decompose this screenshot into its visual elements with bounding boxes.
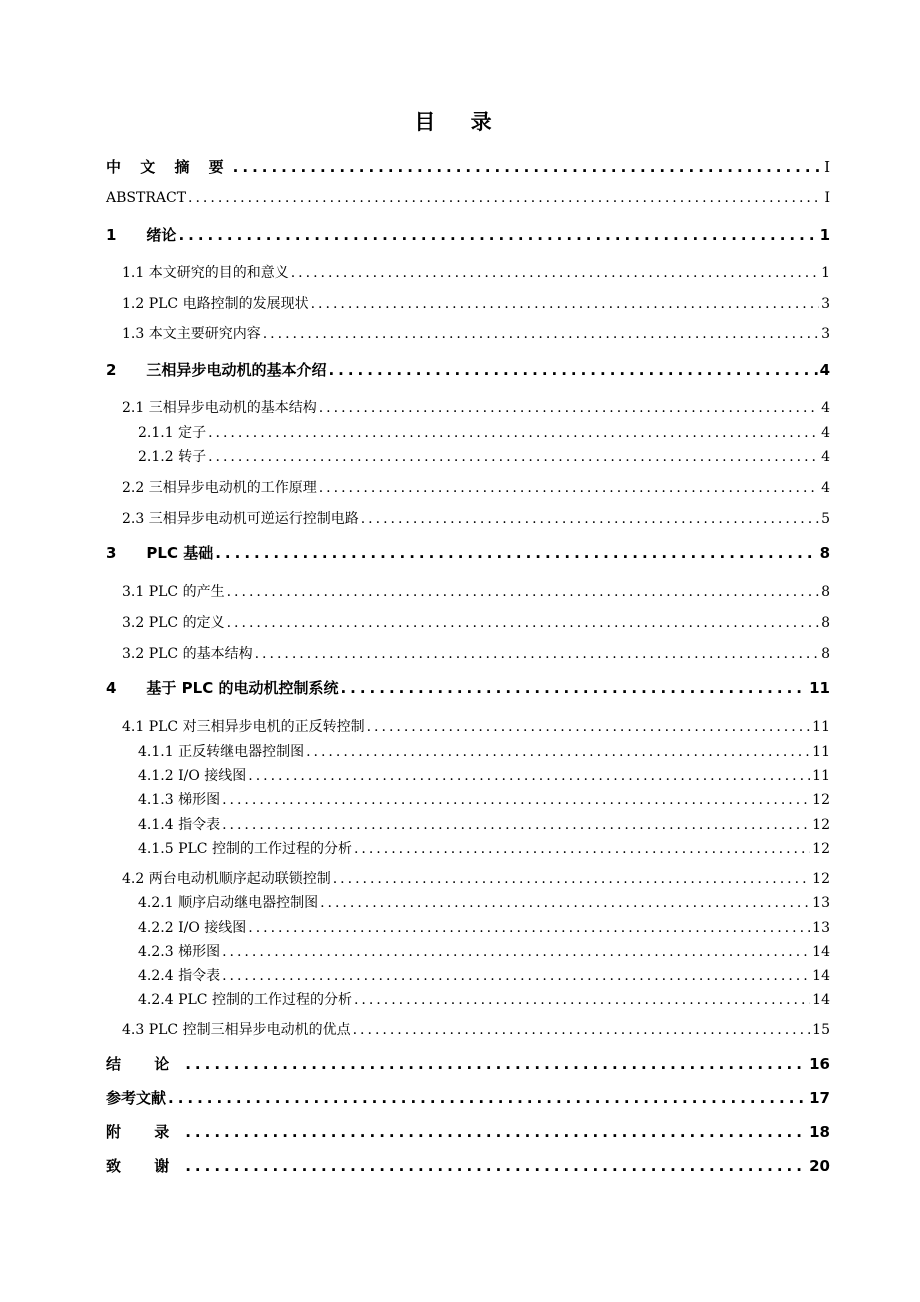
dot-leader	[185, 1157, 807, 1175]
toc-entry-label: 4.2.4 PLC 控制的工作过程的分析	[138, 992, 352, 1008]
toc-entry[interactable]	[138, 838, 830, 858]
toc-entry[interactable]	[122, 397, 830, 417]
dot-leader	[311, 296, 819, 312]
toc-entry[interactable]	[106, 359, 830, 380]
toc-entry-page: 13	[812, 920, 830, 936]
toc-entry-label: 1 绪论	[106, 226, 177, 244]
toc-entry[interactable]	[122, 716, 830, 736]
toc-entry-label: 3.2 PLC 的定义	[122, 615, 225, 631]
dot-leader	[222, 817, 810, 833]
dot-leader	[227, 615, 819, 631]
toc-entry[interactable]	[106, 1053, 830, 1074]
toc-entry[interactable]	[122, 1019, 830, 1039]
toc-entry-label: 4.1.3 梯形图	[138, 792, 221, 808]
dot-leader	[188, 190, 822, 206]
toc-entry[interactable]	[138, 892, 830, 912]
toc-entry-page: 20	[809, 1157, 830, 1175]
toc-entry-page: 13	[812, 895, 830, 911]
toc-entry-label: 4.2.1 顺序启动继电器控制图	[138, 895, 319, 911]
toc-entry[interactable]	[122, 612, 830, 632]
dot-leader	[263, 326, 819, 342]
toc-entry-label: 参考文献	[106, 1089, 167, 1107]
dot-leader	[215, 544, 817, 562]
toc-entry-page: I	[824, 158, 830, 176]
toc-entry-page: 12	[812, 871, 830, 887]
dot-leader	[319, 480, 819, 496]
toc-entry[interactable]	[106, 224, 830, 245]
toc-entry-label: 3.2 PLC 的基本结构	[122, 646, 253, 662]
toc-entry-label: 4.2.2 I/O 接线图	[138, 920, 247, 936]
dot-leader	[222, 968, 810, 984]
toc-entry[interactable]	[122, 293, 830, 313]
toc-entry-page: 14	[812, 944, 830, 960]
dot-leader	[319, 400, 819, 416]
toc-entry-page: 15	[812, 1022, 830, 1038]
toc-entry-page: 1	[821, 265, 830, 281]
dot-leader	[320, 895, 810, 911]
dot-leader	[367, 719, 811, 735]
dot-leader	[354, 841, 810, 857]
toc-entry[interactable]	[138, 422, 830, 442]
toc-entry-page: 8	[821, 646, 830, 662]
toc-entry[interactable]	[138, 789, 830, 809]
toc-entry-page: 3	[821, 296, 830, 312]
toc-entry-label: 4.2.4 指令表	[138, 968, 221, 984]
toc-entry[interactable]	[106, 1087, 830, 1108]
toc-title: 目 录	[414, 110, 506, 134]
toc-entry[interactable]	[122, 262, 830, 282]
dot-leader	[208, 449, 819, 465]
dot-leader	[208, 425, 819, 441]
dot-leader	[222, 792, 810, 808]
toc-entry-label: 结 论	[106, 1055, 184, 1073]
toc-entry-label: 2.1.2 转子	[138, 449, 207, 465]
toc-entry[interactable]	[106, 1121, 830, 1142]
toc-entry[interactable]	[138, 814, 830, 834]
toc-entry-page: 14	[812, 992, 830, 1008]
toc-entry-label: 1.2 PLC 电路控制的发展现状	[122, 296, 309, 312]
toc-entry-page: I	[824, 190, 830, 206]
toc-entry-page: 4	[821, 400, 830, 416]
toc-entry-label: 2.3 三相异步电动机可逆运行控制电路	[122, 511, 359, 527]
toc-entry-page: 3	[821, 326, 830, 342]
toc-entry-label: 2.1.1 定子	[138, 425, 207, 441]
toc-entry-label: 4.2 两台电动机顺序起动联锁控制	[122, 871, 331, 887]
toc-entry[interactable]	[106, 190, 830, 206]
toc-entry-page: 1	[819, 226, 830, 244]
toc-entry-page: 8	[821, 615, 830, 631]
toc-entry[interactable]	[138, 446, 830, 466]
toc-entry[interactable]	[138, 989, 830, 1009]
dot-leader	[227, 584, 819, 600]
dot-leader	[255, 646, 819, 662]
toc-entry-page: 12	[812, 792, 830, 808]
toc-entry-page: 5	[821, 511, 830, 527]
toc-entry-page: 12	[812, 841, 830, 857]
toc-entry[interactable]	[122, 868, 830, 888]
toc-entry-page: 11	[812, 768, 830, 784]
toc-entry-label: 1.3 本文主要研究内容	[122, 326, 261, 342]
toc-entry[interactable]	[122, 643, 830, 663]
toc-entry-page: 4	[819, 361, 830, 379]
dot-leader	[233, 158, 822, 176]
toc-entry-label: 3.1 PLC 的产生	[122, 584, 225, 600]
toc-entry-label: 4.3 PLC 控制三相异步电动机的优点	[122, 1022, 351, 1038]
toc-entry[interactable]	[106, 542, 830, 563]
toc-entry-label: 1.1 本文研究的目的和意义	[122, 265, 289, 281]
toc-entry-page: 8	[821, 584, 830, 600]
toc-entry-page: 4	[821, 425, 830, 441]
toc-entry[interactable]	[138, 965, 830, 985]
toc-entry-label: 附 录	[106, 1123, 184, 1141]
dot-leader	[222, 944, 810, 960]
dot-leader	[340, 679, 807, 697]
toc-entry-page: 8	[819, 544, 830, 562]
toc-entry-page: 4	[821, 480, 830, 496]
dot-leader	[185, 1055, 807, 1073]
toc-entry-page: 11	[812, 719, 830, 735]
toc-entry-label: 致 谢	[106, 1157, 184, 1175]
dot-leader	[178, 226, 817, 244]
toc-entry[interactable]	[106, 677, 830, 698]
toc-entry-label: ABSTRACT	[106, 190, 187, 206]
dot-leader	[168, 1089, 807, 1107]
toc-entry-label: 4.2.3 梯形图	[138, 944, 221, 960]
toc-entry-page: 18	[809, 1123, 830, 1141]
toc-entry-label: 4 基于 PLC 的电动机控制系统	[106, 679, 339, 697]
toc-entry-page: 11	[809, 679, 830, 697]
dot-leader	[185, 1123, 807, 1141]
toc-entry-page: 17	[809, 1089, 830, 1107]
toc-entry-page: 16	[809, 1055, 830, 1073]
toc-entry-page: 11	[812, 744, 830, 760]
toc-entry[interactable]	[138, 917, 830, 937]
toc-entry[interactable]	[106, 1155, 830, 1176]
dot-leader	[353, 1022, 811, 1038]
dot-leader	[328, 361, 817, 379]
toc-entry-label: 4.1.2 I/O 接线图	[138, 768, 247, 784]
toc-entry-label: 4.1.4 指令表	[138, 817, 221, 833]
toc-entry-label: 3 PLC 基础	[106, 544, 214, 562]
toc-entry-page: 4	[821, 449, 830, 465]
dot-leader	[291, 265, 819, 281]
toc-entry[interactable]	[122, 323, 830, 343]
toc-entry[interactable]	[122, 508, 830, 528]
toc-entry-label: 4.1 PLC 对三相异步电机的正反转控制	[122, 719, 365, 735]
toc-entry[interactable]	[138, 741, 830, 761]
dot-leader	[354, 992, 810, 1008]
dot-leader	[306, 744, 810, 760]
toc-entry[interactable]	[138, 765, 830, 785]
dot-leader	[333, 871, 810, 887]
dot-leader	[248, 920, 810, 936]
toc-entry-label: 2 三相异步电动机的基本介绍	[106, 361, 327, 379]
toc-entry-page: 12	[812, 817, 830, 833]
dot-leader	[361, 511, 819, 527]
dot-leader	[248, 768, 810, 784]
toc-entry-label: 中 文 摘 要	[106, 158, 231, 176]
toc-entry[interactable]	[122, 477, 830, 497]
toc-entry[interactable]	[106, 156, 830, 177]
toc-entry-label: 2.2 三相异步电动机的工作原理	[122, 480, 317, 496]
toc-entry-label: 2.1 三相异步电动机的基本结构	[122, 400, 317, 416]
toc-entry-label: 4.1.5 PLC 控制的工作过程的分析	[138, 841, 352, 857]
toc-entry[interactable]	[122, 581, 830, 601]
toc-entry[interactable]	[138, 941, 830, 961]
toc-entry-label: 4.1.1 正反转继电器控制图	[138, 744, 305, 760]
toc-entry-page: 14	[812, 968, 830, 984]
